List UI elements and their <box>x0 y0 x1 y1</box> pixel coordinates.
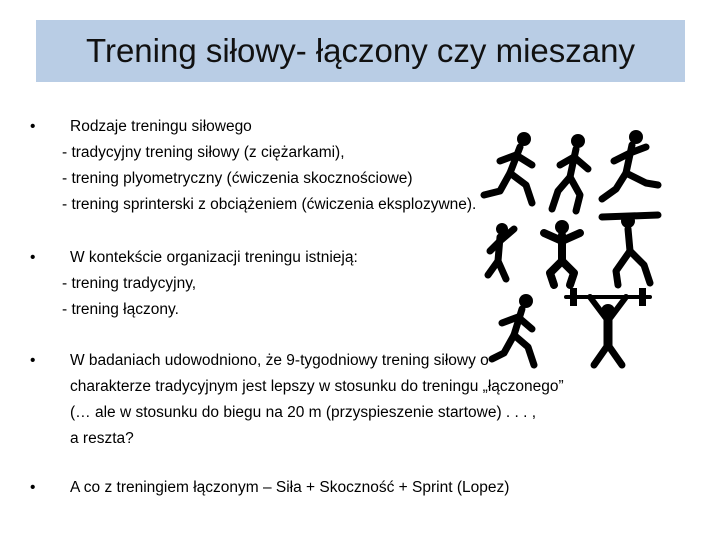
weightlifter-icon <box>566 288 650 365</box>
bullet-text: W badaniach udowodniono, że 9-tygodniowy trening siłowy o <box>70 352 489 369</box>
bullet-subitem: - trening sprinterski z obciążeniem (ćwiczenia eksplozywne). <box>62 196 477 213</box>
bullet-dot: • <box>30 352 36 369</box>
bullet-text: W kontekście organizacji treningu istnieją: <box>70 249 358 266</box>
athlete-silhouettes-icon <box>470 125 670 385</box>
bullet-text: (… ale w stosunku do biegu na 20 m (przyspieszenie startowe) . . . , <box>70 404 537 421</box>
title-bar <box>36 20 685 82</box>
bullet-text: Rodzaje treningu siłowego <box>70 118 252 135</box>
bullet-dot: • <box>30 249 36 266</box>
sprinter-icon <box>492 294 534 365</box>
bullet-subitem: - tradycyjny trening siłowy (z ciężarkami), <box>62 144 345 161</box>
bullet-combined <box>30 475 680 501</box>
sprinter-icon <box>484 132 532 203</box>
page-title: Trening siłowy- łączony czy mieszany <box>86 32 635 69</box>
bullet-text: a reszta? <box>70 430 134 447</box>
thrower-icon <box>488 223 514 279</box>
runner-icon <box>602 130 658 199</box>
shotput-icon <box>602 214 658 285</box>
squat-icon <box>544 220 580 285</box>
bullet-subitem: - trening łączony. <box>62 301 179 318</box>
bullet-subitem: - trening tradycyjny, <box>62 275 197 292</box>
runner-icon <box>552 134 588 211</box>
bullet-text: charakterze tradycyjnym jest lepszy w stosunku do treningu „łączonego” <box>70 378 564 395</box>
bullet-dot: • <box>30 118 36 135</box>
bullet-subitem: - trening plyometryczny (ćwiczenia skocznościowe) <box>62 170 413 187</box>
bullet-dot: • <box>30 479 36 496</box>
bullet-text: A co z treningiem łączonym – Siła + Skoczność + Sprint (Lopez) <box>70 479 510 496</box>
